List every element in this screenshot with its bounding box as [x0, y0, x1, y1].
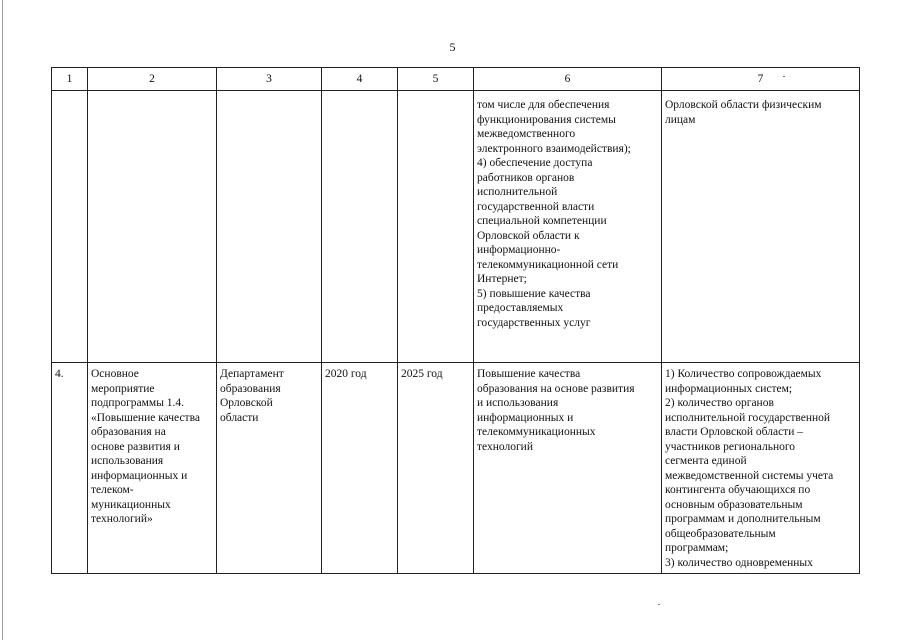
table-row	[52, 91, 860, 363]
column-header: 7	[662, 68, 860, 91]
scan-left-edge	[2, 0, 3, 640]
column-header: 2	[88, 68, 217, 91]
table-header-row	[52, 68, 860, 91]
table-cell: 2020 год	[322, 363, 398, 574]
table-cell	[52, 91, 88, 363]
table-cell	[217, 91, 322, 363]
column-header: 4	[322, 68, 398, 91]
table-cell: том числе для обеспечения функционирования системы межведомственного электронного взаимодействия); 4) обеспечение доступа работников органов исполнительной государственной власти специальной компетенции Орловской области к информационно- телекоммуникационной сети Интернет; 5) повышение качества предоставляемых государственных услуг	[474, 91, 662, 363]
table-cell	[398, 91, 474, 363]
table-cell	[88, 91, 217, 363]
table-cell: Основное мероприятие подпрограммы 1.4. «Повышение качества образования на основе развития и использования информационных и телеком- муникационных технологий»	[88, 363, 217, 574]
column-header: 1	[52, 68, 88, 91]
program-activities-table	[51, 67, 860, 574]
table-cell: 1) Количество сопровождаемых информационных систем; 2) количество органов исполнительной государственной власти Орловской области – участников регионального сегмента единой межведомственной системы учета контингента обучающихся по основным образовательным программам и дополнительным общеобразовательным программам; 3) количество одновременных	[662, 363, 860, 574]
page-number: 5	[449, 40, 456, 54]
table-cell: 4.	[52, 363, 88, 574]
column-header: 6	[474, 68, 662, 91]
column-header: 3	[217, 68, 322, 91]
table-cell: 2025 год	[398, 363, 474, 574]
table-row	[52, 363, 860, 574]
scan-speck	[658, 604, 660, 605]
table-cell: Орловской области физическим лицам	[662, 91, 860, 363]
table-cell: Департамент образования Орловской области	[217, 363, 322, 574]
table-cell	[322, 91, 398, 363]
table-cell: Повышение качества образования на основе развития и использования информационных и телекоммуникационных технологий	[474, 363, 662, 574]
scan-speck	[783, 76, 785, 77]
column-header: 5	[398, 68, 474, 91]
